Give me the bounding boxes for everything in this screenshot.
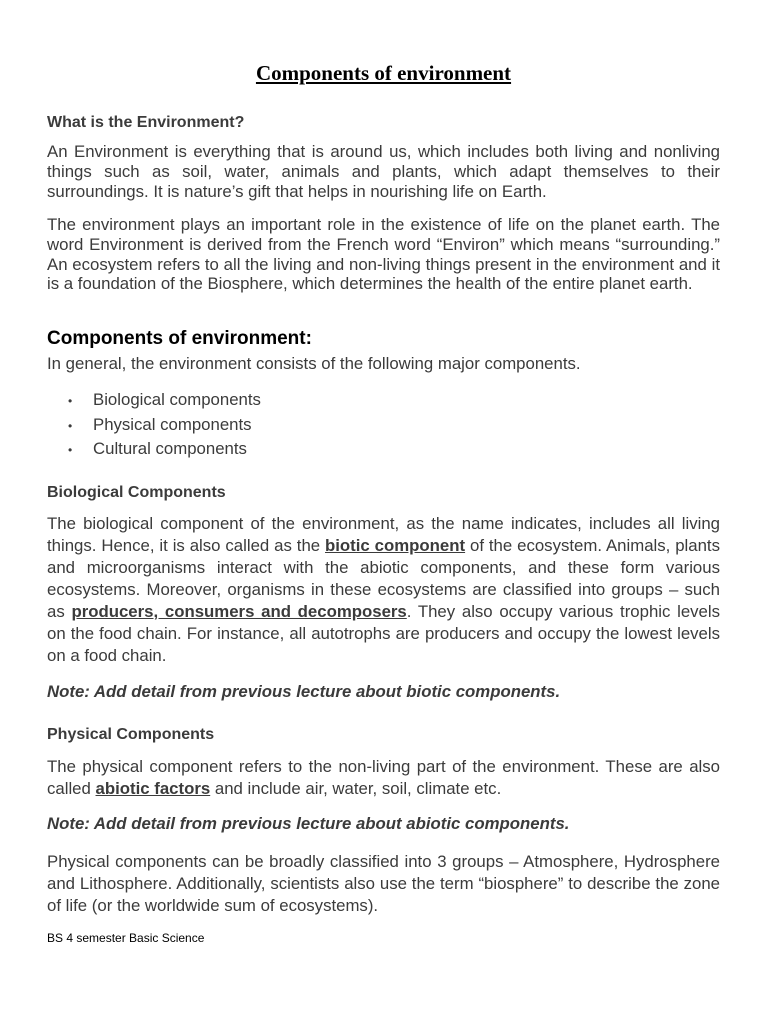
producers-consumers-decomposers-term: producers, consumers and decomposers — [71, 602, 407, 621]
list-item-label: Cultural components — [93, 439, 247, 458]
biotic-component-term: biotic component — [325, 536, 466, 555]
note-abiotic: Note: Add detail from previous lecture about abiotic components. — [47, 814, 570, 833]
paragraph-physical-groups: Physical components can be broadly classified into 3 groups – Atmosphere, Hydrosphere and Lithosphere. Additionally, scientists also use the term “biosphere” to describe the zone of life (or the worldwide sum of ecosystems). — [47, 852, 720, 915]
components-list — [47, 389, 261, 463]
bullet-icon: • — [68, 418, 73, 433]
paragraph-environment-definition: An Environment is everything that is around us, which includes both living and nonliving things such as soil, water, animals and plants, which adapt themselves to their surroundings. It is nature’s gift that helps in nourishing life on Earth. — [47, 142, 720, 201]
list-item — [47, 414, 261, 439]
list-item — [47, 438, 261, 463]
heading-biological-components: Biological Components — [47, 484, 226, 501]
text-run: of the ecosystem. Animals, plants and microorganisms interact with the abiotic components, and these form various ecosystems. Moreover, organisms in these ecosystems are classified into groups – such as — [47, 536, 720, 621]
bullet-icon: • — [68, 394, 73, 408]
text-run: The biological component of the environment, as the name indicates, includes all living things. Hence, it is also called as the — [47, 514, 720, 555]
page-footer: BS 4 semester Basic Science — [47, 931, 205, 945]
note-biotic: Note: Add detail from previous lecture about biotic components. — [47, 682, 561, 701]
heading-what-is-environment: What is the Environment? — [47, 114, 245, 131]
list-item — [47, 389, 261, 414]
paragraph-environment-role: The environment plays an important role in the existence of life on the planet earth. The word Environment is derived from the French word “Environ” which means “surrounding.” An ecosystem refers to all the living and non-living things present in the environment and it is a foundation of the Biosphere, which determines the health of the entire planet earth. — [47, 215, 720, 294]
abiotic-factors-term: abiotic factors — [95, 779, 211, 798]
paragraph-biological-components — [47, 513, 720, 667]
heading-components: Components of environment: — [47, 328, 312, 349]
text-run: and include air, water, soil, climate etc. — [210, 779, 502, 798]
list-item-label: Physical components — [93, 414, 252, 434]
text-run: . They also occupy various trophic levels on the food chain. For instance, all autotrophs are producers and occupy the lowest levels on a food chain. — [47, 602, 721, 665]
bullet-icon: • — [68, 443, 73, 457]
heading-physical-components: Physical Components — [47, 726, 215, 743]
text-run: The physical component refers to the non-living part of the environment. These are also called — [47, 757, 720, 798]
document-title: Components of environment — [255, 61, 512, 85]
paragraph-physical-components — [47, 756, 720, 800]
paragraph-components-intro: In general, the environment consists of the following major components. — [47, 354, 581, 373]
list-item-label: Biological components — [93, 390, 261, 409]
